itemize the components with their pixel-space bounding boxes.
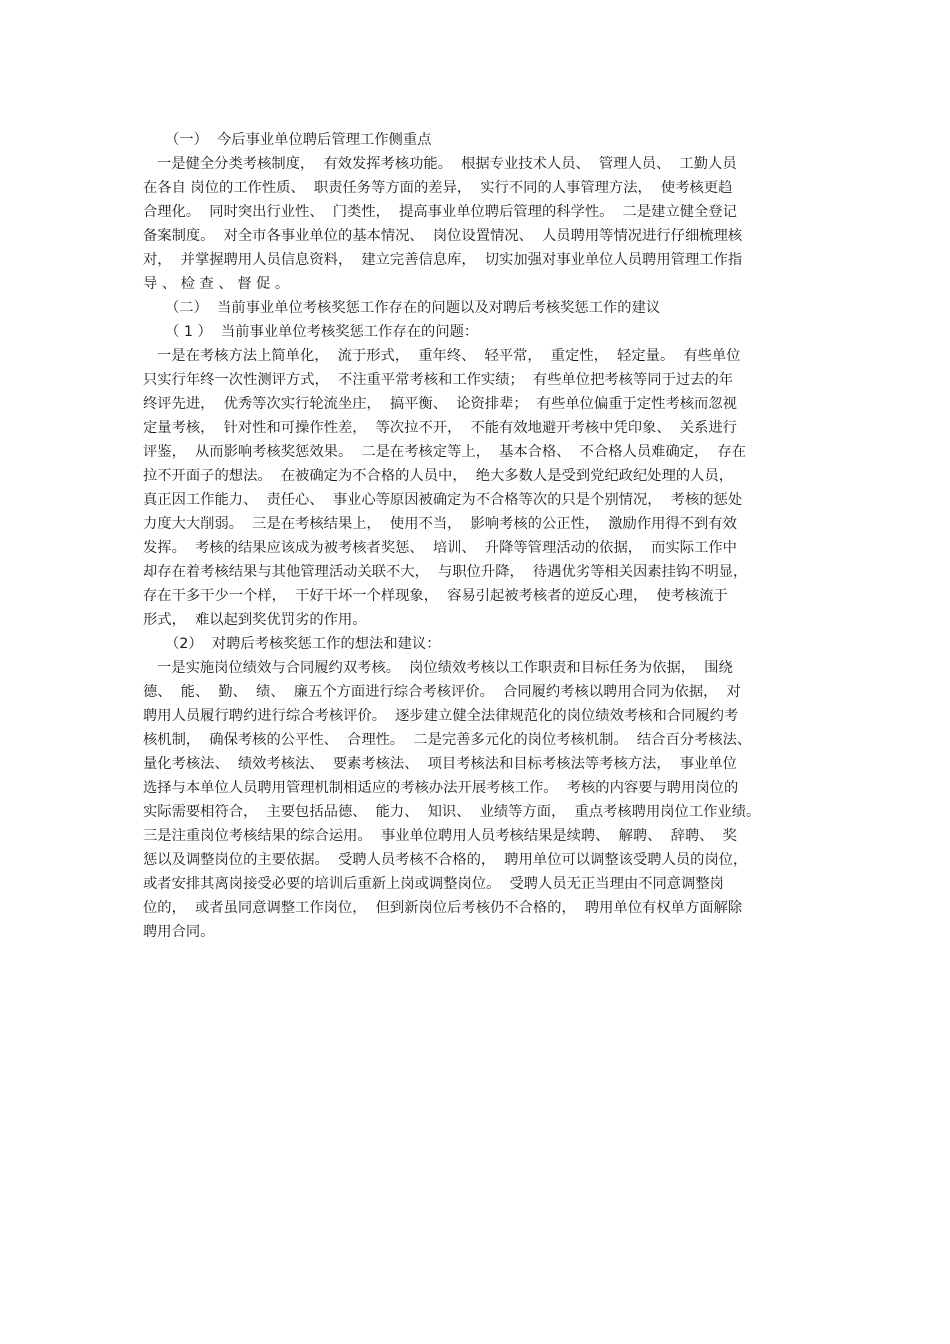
paragraph-line: 定量考核， 针对性和可操作性差， 等次拉不开， 不能有效地避开考核中凭印象、 关系进行 — [143, 420, 737, 436]
paragraph-line: 核机制， 确保考核的公平性、 合理性。 二是完善多元化的岗位考核机制。 结合百分考核法、 — [143, 732, 752, 748]
document-page — [143, 128, 815, 944]
paragraph-line: 位的， 或者虽同意调整工作岗位， 但到新岗位后考核仍不合格的， 聘用单位有权单方面解除 — [143, 900, 743, 916]
paragraph-line: 在各自 岗位的工作性质、 职责任务等方面的差异， 实行不同的人事管理方法， 使考核更趋 — [143, 180, 733, 196]
paragraph-line: 对， 并掌握聘用人员信息资料， 建立完善信息库， 切实加强对事业单位人员聘用管理工作指 — [143, 252, 743, 268]
paragraph-line: 力度大大削弱。 三是在考核结果上， 使用不当， 影响考核的公正性， 激励作用得不到有效 — [143, 516, 737, 532]
paragraph-line: 合理化。 同时突出行业性、 门类性， 提高事业单位聘后管理的科学性。 二是建立健全登记 — [143, 204, 737, 220]
subsection-heading-1: （ 1 ） 当前事业单位考核奖惩工作存在的问题： — [165, 324, 479, 340]
paragraph-line: 存在干多干少一个样， 干好干坏一个样现象， 容易引起被考核者的逆反心理， 使考核流于 — [143, 588, 728, 604]
paragraph-line: 一是实施岗位绩效与合同履约双考核。 岗位绩效考核以工作职责和目标任务为依据， 围绕 — [157, 660, 733, 676]
paragraph-line: 评鉴， 从而影响考核奖惩效果。 二是在考核定等上， 基本合格、 不合格人员难确定， 存在 — [143, 444, 747, 460]
paragraph-line: 三是注重岗位考核结果的综合运用。 事业单位聘用人员考核结果是续聘、 解聘、 辞聘、 奖 — [143, 828, 737, 844]
paragraph-line: 拉不开面子的想法。 在被确定为不合格的人员中， 绝大多数人是受到党纪政纪处理的人员， — [143, 468, 734, 484]
paragraph-line: 终评先进， 优秀等次实行轮流坐庄， 搞平衡、 论资排辈； 有些单位偏重于定性考核而忽视 — [143, 396, 737, 412]
paragraph-line: 一是在考核方法上简单化， 流于形式， 重年终、 轻平常， 重定性， 轻定量。 有些单位 — [157, 348, 741, 364]
paragraph-line: 形式， 难以起到奖优罚劣的作用。 — [143, 612, 367, 628]
paragraph-line: 导 、 检 查 、 督 促 。 — [143, 276, 290, 292]
section-heading-2: （二） 当前事业单位考核奖惩工作存在的问题以及对聘后考核奖惩工作的建议 — [165, 300, 661, 316]
paragraph-line: 或者安排其离岗接受必要的培训后重新上岗或调整岗位。 受聘人员无正当理由不同意调整岗 — [143, 876, 724, 892]
paragraph-line: 实际需要相符合， 主要包括品德、 能力、 知识、 业绩等方面， 重点考核聘用岗位工作业绩。 — [143, 804, 761, 820]
paragraph-line: 只实行年终一次性测评方式， 不注重平常考核和工作实绩； 有些单位把考核等同于过去的年 — [143, 372, 734, 388]
paragraph-line: 聘用人员履行聘约进行综合考核评价。 逐步建立健全法律规范化的岗位绩效考核和合同履约考 — [143, 708, 739, 724]
paragraph-line: 聘用合同。 — [143, 924, 215, 940]
subsection-heading-2: （2） 对聘后考核奖惩工作的想法和建议： — [165, 636, 441, 652]
paragraph-line: 德、 能、 勤、 绩、 廉五个方面进行综合考核评价。 合同履约考核以聘用合同为依据， 对 — [143, 684, 741, 700]
paragraph-line: 却存在着考核结果与其他管理活动关联不大， 与职位升降， 待遇优劣等相关因素挂钩不明显， — [143, 564, 748, 580]
section-heading-1: （一） 今后事业单位聘后管理工作侧重点 — [165, 132, 432, 148]
paragraph-line: 惩以及调整岗位的主要依据。 受聘人员考核不合格的， 聘用单位可以调整该受聘人员的岗位， — [143, 852, 748, 868]
paragraph-line: 真正因工作能力、 责任心、 事业心等原因被确定为不合格等次的只是个别情况， 考核的惩处 — [143, 492, 743, 508]
paragraph-line: 量化考核法、 绩效考核法、 要素考核法、 项目考核法和目标考核法等考核方法， 事业单位 — [143, 756, 737, 772]
paragraph-line: 备案制度。 对全市各事业单位的基本情况、 岗位设置情况、 人员聘用等情况进行仔细梳理核 — [143, 228, 743, 244]
paragraph-line: 一是健全分类考核制度， 有效发挥考核功能。 根据专业技术人员、 管理人员、 工勤人员 — [157, 156, 737, 172]
paragraph-line: 选择与本单位人员聘用管理机制相适应的考核办法开展考核工作。 考核的内容要与聘用岗位的 — [143, 780, 739, 796]
paragraph-line: 发挥。 考核的结果应该成为被考核者奖惩、 培训、 升降等管理活动的依据， 而实际工作中 — [143, 540, 737, 556]
